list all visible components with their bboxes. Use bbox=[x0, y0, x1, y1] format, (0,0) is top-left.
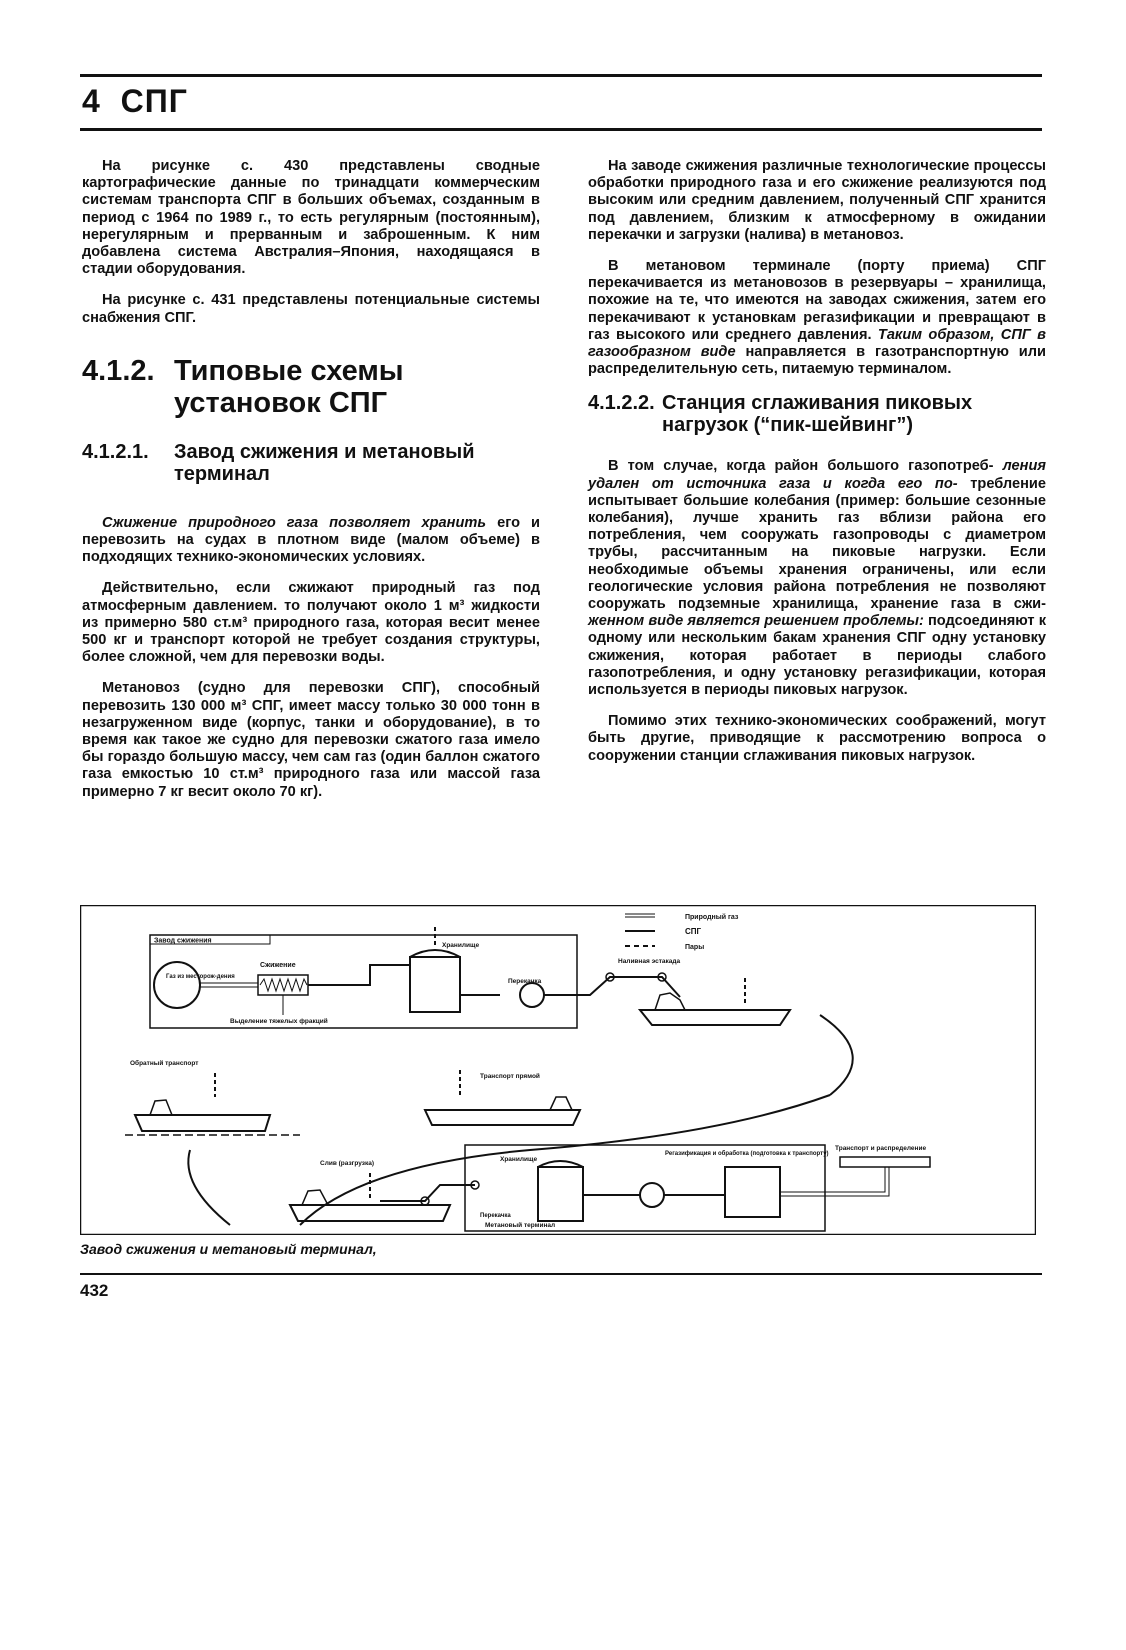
pump-symbol bbox=[520, 983, 544, 1007]
heat-exchanger-coil bbox=[260, 979, 307, 991]
forward-tanker-superstructure bbox=[550, 1097, 572, 1110]
chapter-heading bbox=[82, 85, 188, 117]
paragraph-part: В том случае, когда район большого газопотреб- bbox=[608, 458, 994, 475]
transport-distribution-label: Транспорт и распределение bbox=[835, 1145, 927, 1152]
gas-outlet-pipe bbox=[780, 1167, 885, 1192]
tanker-superstructure bbox=[655, 993, 685, 1010]
heavy-fractions-label: Выделение тяжелых фракций bbox=[230, 1018, 328, 1025]
lng-process-figure bbox=[80, 905, 1036, 1235]
gas-field-symbol bbox=[154, 962, 200, 1008]
legend-lng-label: СПГ bbox=[685, 927, 702, 936]
return-tanker-superstructure bbox=[150, 1100, 172, 1115]
paragraph-rest: его и перевозить на судах в плотном виде (малом объеме) в подходящих технико-экономических условиях. bbox=[82, 514, 540, 566]
chapter-title: СПГ bbox=[120, 83, 188, 119]
unloading-label: Слив (разгрузка) bbox=[320, 1160, 375, 1167]
section-number: 4.1.2. bbox=[82, 354, 155, 387]
forward-tanker bbox=[425, 1110, 580, 1125]
paragraph: На рисунке с. 430 представлены сводные картографические данные по тринадцати коммерческим системам транспорта СПГ в больших объемах, созданным в период с 1964 по 1989 г., то есть регулярным (постоянным), нерегулярным и прерванным и заброшенным. К ним добавлена система Австралия–Япония, находящаяся в стадии оборудования. bbox=[82, 158, 540, 278]
regasification-label: Регазификация и обработка (подготовка к транспорту) bbox=[665, 1151, 829, 1157]
return-transport-label: Обратный транспорт bbox=[130, 1060, 199, 1067]
page-number: 432 bbox=[80, 1281, 109, 1300]
return-tanker bbox=[135, 1115, 270, 1131]
pumping-label: Перекачка bbox=[508, 978, 542, 985]
lng-pipe bbox=[308, 965, 410, 985]
paragraph bbox=[82, 515, 540, 567]
paragraph: Помимо этих технико-экономических соображений, могут быть другие, приводящие к рассмотрению вопроса о сооружении станции сглаживания пиковых нагрузок. bbox=[588, 713, 1046, 764]
section-heading bbox=[82, 355, 540, 419]
tanker-loading bbox=[640, 1010, 790, 1025]
figure-frame bbox=[81, 906, 1036, 1235]
loading-rack-label: Наливная эстакада bbox=[618, 958, 681, 965]
route-arrow bbox=[820, 1015, 853, 1095]
paragraph-italic: Таким образом, СПГ в газообразном виде bbox=[588, 326, 1046, 361]
paragraph-italic-lead: Сжижение природного газа позволяет хранить bbox=[102, 514, 487, 531]
paragraph-italic: женном виде является решением проблемы: bbox=[588, 613, 924, 630]
footer-rule bbox=[80, 1273, 1042, 1275]
subsection-heading bbox=[82, 441, 540, 485]
route-arrow bbox=[188, 1150, 230, 1225]
subsection-heading bbox=[588, 392, 1046, 436]
left-column bbox=[82, 158, 540, 815]
paragraph-tail: направляется в газотранспортную или распределительную сеть, питаемую терминалом. bbox=[588, 344, 1046, 378]
paragraph: На рисунке с. 431 представлены потенциальные системы снабжения СПГ. bbox=[82, 292, 540, 326]
section-title: Типовые схемы установок СПГ bbox=[174, 354, 404, 419]
forward-transport-label: Транспорт прямой bbox=[480, 1073, 540, 1080]
storage-tank bbox=[410, 957, 460, 1012]
paragraph: На заводе сжижения различные технологические процессы обработки природного газа и его сжижение реализуются под высоким или средним давлением, полученный СПГ хранится под давлением, близким к атмосферному в ожидании перекачки и загрузки (налива) в метановоз. bbox=[588, 158, 1046, 243]
gas-field-label: Газ из месторож-дения bbox=[166, 974, 235, 980]
subsection-number: 4.1.2.2. bbox=[588, 392, 655, 415]
header-rule bbox=[80, 128, 1042, 131]
paragraph bbox=[588, 258, 1046, 378]
subsection-title: Станция сглаживания пиковых нагрузок (“пик-шейвинг”) bbox=[662, 392, 973, 437]
paragraph bbox=[588, 458, 1046, 699]
terminal-pumping-label: Перекачка bbox=[480, 1213, 511, 1219]
right-column bbox=[588, 158, 1046, 779]
regasification-unit bbox=[725, 1167, 780, 1217]
storage-tank-roof bbox=[410, 950, 460, 957]
terminal-pump-symbol bbox=[640, 1183, 664, 1207]
plant-title: Завод сжижения bbox=[154, 937, 212, 945]
paragraph: Метановоз (судно для перевозки СПГ), способный перевозить 130 000 м³ СПГ, имеет массу только 30 000 тонн в незагруженном виде (корпус, танки и оборудование), в то время как такое же судно для перевозки сжатого газа имело бы гораздо большую массу, чем сам газ (один баллон сжатого газа емкостью 10 ст.м³ природного газа или массой газа примерно 7 кг весит около 70 кг). bbox=[82, 680, 540, 800]
paragraph: Действительно, если сжижают природный газ под атмосферным давлением. то получают около 1 м³ жидкости из примерно 580 ст.м³ природного газа, которая весит менее 500 кг и транспорт которой не требует создания структуры, более сложной, чем для перевозки воды. bbox=[82, 580, 540, 666]
subsection-title: Завод сжижения и метановый терминал bbox=[174, 440, 475, 485]
legend bbox=[625, 913, 739, 951]
subsection-number: 4.1.2.1. bbox=[82, 440, 149, 463]
chapter-number: 4 bbox=[82, 83, 101, 119]
storage-label: Хранилище bbox=[442, 942, 480, 949]
paragraph-italic: ления удален от источника газа и когда его по- bbox=[588, 458, 1046, 492]
lng-process-diagram bbox=[80, 905, 1036, 1235]
liquefaction-label: Сжижение bbox=[260, 962, 296, 969]
paragraph-part: подсоединяют к одному или нескольким бакам хранения СПГ одну установку сжижения, которая работает в периоды слабого газопотребления, и одну установку регазификации, которая используется в периоды пиковых нагрузок. bbox=[588, 613, 1047, 699]
legend-vapors-label: Пары bbox=[685, 944, 705, 951]
unloading-tanker-superstructure bbox=[302, 1190, 328, 1205]
terminal-storage-tank bbox=[538, 1167, 583, 1221]
top-rule bbox=[80, 74, 1042, 77]
terminal-label: Метановый терминал bbox=[485, 1222, 556, 1229]
distribution-pipe bbox=[840, 1157, 930, 1167]
figure-caption: Завод сжижения и метановый терминал, bbox=[80, 1241, 377, 1257]
paragraph-start: В метановом терминале (порту приема) СПГ перекачивается из метановозов в резервуары – хранилища, похожие на те, что имеются на заводах сжижения, затем его перекачивают к установкам регазификации и превращают в газ высокого или среднего давления. bbox=[588, 258, 1046, 343]
paragraph-part: требление испытывает большие колебания (пример: большие сезонные колебания), лучше хранить газ вблизи района его потребления, чем сооружать газопроводы с диаметром трубы, рассчитанным на пиковые нагрузки. Если необходимые объемы хранения ограничены, или если геологические условия района потребления не позволяют сооружать подземные хранилища, хранение газа в сжи- bbox=[588, 475, 1047, 613]
terminal-storage-label: Хранилище bbox=[500, 1156, 538, 1163]
legend-natural-gas-label: Природный газ bbox=[685, 914, 739, 921]
